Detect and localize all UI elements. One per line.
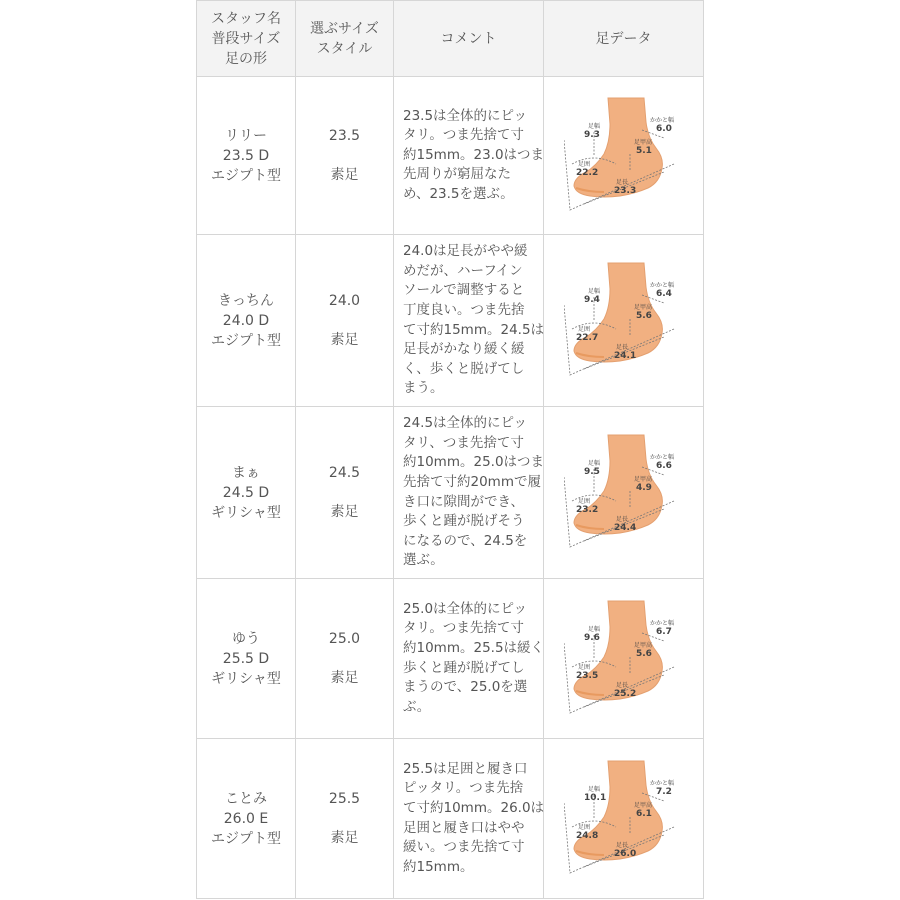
staff-cell bbox=[197, 235, 296, 407]
comment-line: 25.5は足囲と履き口 bbox=[403, 760, 528, 777]
chosen-size: 25.5 bbox=[328, 791, 361, 807]
comment-line: 約10mm。25.0はつま bbox=[403, 454, 545, 471]
foot-width-value: 9.3 bbox=[583, 129, 600, 140]
foot-diagram bbox=[564, 595, 684, 723]
staff-line: 24.0 D bbox=[222, 312, 270, 329]
style-label: 素足 bbox=[330, 332, 359, 348]
staff-line: エジプト型 bbox=[211, 332, 281, 349]
foot-data-cell bbox=[544, 77, 704, 235]
chosen-size: 25.0 bbox=[328, 631, 361, 647]
foot-instep-value: 5.6 bbox=[635, 648, 652, 659]
foot-label: 足長 bbox=[615, 178, 628, 186]
size-cell bbox=[296, 739, 394, 899]
comment-line: 選ぶ。 bbox=[403, 552, 444, 569]
style-label: 素足 bbox=[330, 167, 359, 183]
table-row bbox=[197, 407, 704, 579]
comment-line: になるので、24.5を bbox=[403, 532, 528, 549]
foot-data-cell bbox=[544, 235, 704, 407]
staff-line: まぁ bbox=[232, 464, 260, 481]
spacer bbox=[296, 146, 393, 165]
staff-line: 23.5 D bbox=[222, 147, 270, 164]
foot-label: 足甲高 bbox=[633, 641, 652, 649]
foot-heel-value: 6.0 bbox=[655, 123, 672, 134]
foot-label: 足甲高 bbox=[633, 138, 652, 146]
foot-girth-value: 23.2 bbox=[575, 504, 598, 515]
foot-label: かかと幅 bbox=[649, 619, 674, 627]
foot-diagram bbox=[564, 755, 684, 883]
comment-line: 緩い。つま先捨て寸 bbox=[403, 839, 525, 856]
foot-length-value: 25.2 bbox=[613, 688, 636, 699]
foot-data-cell bbox=[544, 407, 704, 579]
foot-instep-value: 5.6 bbox=[635, 310, 652, 321]
header-line: 足データ bbox=[595, 30, 652, 47]
comment-line: まう。 bbox=[403, 380, 444, 397]
chosen-size: 24.5 bbox=[328, 465, 361, 481]
foot-instep-value: 4.9 bbox=[635, 482, 652, 493]
spacer bbox=[296, 311, 393, 330]
staff-cell bbox=[197, 407, 296, 579]
staff-cell bbox=[197, 739, 296, 899]
comment-line: め、23.5を選ぶ。 bbox=[403, 185, 514, 202]
staff-cell bbox=[197, 579, 296, 739]
foot-label: かかと幅 bbox=[649, 116, 674, 124]
table-row bbox=[197, 235, 704, 407]
foot-diagram bbox=[564, 92, 684, 220]
comment-line: 約10mm。25.5は緩く bbox=[403, 639, 545, 656]
foot-heel-value: 7.2 bbox=[655, 786, 672, 797]
comment-line: めだが、ハーフイン bbox=[403, 262, 523, 279]
staff-line: ゆう bbox=[232, 630, 260, 647]
comment-line: 約15mm。 bbox=[403, 858, 474, 875]
comment-line: 足長がかなり緩く緩 bbox=[403, 341, 525, 358]
foot-instep-value: 6.1 bbox=[635, 808, 652, 819]
header-line: 足の形 bbox=[225, 50, 267, 67]
staff-line: ギリシャ型 bbox=[211, 670, 281, 687]
size-cell bbox=[296, 235, 394, 407]
comment-line: 24.0は足長がやや緩 bbox=[403, 243, 528, 260]
size-cell bbox=[296, 77, 394, 235]
foot-label: 足囲 bbox=[577, 325, 590, 333]
table-row bbox=[197, 739, 704, 899]
foot-diagram bbox=[564, 257, 684, 385]
foot-label: 足囲 bbox=[577, 663, 590, 671]
table-row bbox=[197, 579, 704, 739]
comment-line: タリ。つま先捨て寸 bbox=[403, 620, 524, 637]
chosen-size: 24.0 bbox=[328, 293, 361, 309]
staff-line: エジプト型 bbox=[211, 167, 281, 184]
foot-label: 足長 bbox=[615, 343, 628, 351]
comment-cell bbox=[394, 235, 544, 407]
comment-line: タリ、つま先捨て寸 bbox=[403, 434, 524, 451]
staff-line: ギリシャ型 bbox=[211, 504, 281, 521]
size-cell bbox=[296, 407, 394, 579]
comment-line: 23.5は全体的にピッ bbox=[403, 107, 528, 124]
comment-line: く、歩くと脱げてし bbox=[403, 360, 525, 377]
comment-line: 約15mm。23.0はつま bbox=[403, 146, 545, 163]
foot-label: 足甲高 bbox=[633, 475, 652, 483]
comment-line: 歩くと踵が脱げてし bbox=[403, 659, 525, 676]
table-row bbox=[197, 77, 704, 235]
foot-label: 足長 bbox=[615, 515, 628, 523]
staff-line: ことみ bbox=[225, 790, 267, 807]
header-line: スタッフ名 bbox=[211, 10, 281, 27]
foot-label: 足囲 bbox=[577, 497, 590, 505]
foot-label: かかと幅 bbox=[649, 779, 674, 787]
comment-line: 丁度良い。つま先捨 bbox=[403, 301, 525, 318]
foot-label: 足幅 bbox=[587, 287, 600, 295]
foot-instep-value: 5.1 bbox=[635, 145, 652, 156]
foot-label: 足幅 bbox=[587, 625, 600, 633]
staff-line: 25.5 D bbox=[222, 650, 270, 667]
foot-label: 足囲 bbox=[577, 823, 590, 831]
header-line: コメント bbox=[440, 30, 497, 47]
comment-line: 足囲と履き口はやや bbox=[403, 819, 525, 836]
foot-label: 足長 bbox=[615, 681, 628, 689]
foot-label: 足囲 bbox=[577, 160, 590, 168]
comment-line: まうので、25.0を選 bbox=[403, 679, 528, 696]
comment-line: 先捨て寸約20mmで履 bbox=[403, 473, 541, 490]
header-line: 選ぶサイズ bbox=[310, 20, 379, 37]
foot-label: 足甲高 bbox=[633, 801, 652, 809]
comment-line: 歩くと踵が脱げそう bbox=[403, 513, 525, 530]
foot-heel-value: 6.4 bbox=[655, 288, 672, 299]
spacer bbox=[296, 649, 393, 668]
comment-line: き口に隙間ができ、 bbox=[403, 493, 524, 510]
staff-line: エジプト型 bbox=[211, 830, 281, 847]
foot-length-value: 26.0 bbox=[613, 848, 636, 859]
foot-label: 足幅 bbox=[587, 122, 600, 130]
comment-line: 先周りが窮屈なた bbox=[403, 166, 511, 183]
comment-line: ソールで調整すると bbox=[403, 282, 525, 299]
foot-diagram bbox=[564, 429, 684, 557]
comment-line: ピッタリ。つま先捨 bbox=[403, 780, 524, 797]
foot-length-value: 24.4 bbox=[613, 522, 636, 533]
comment-cell bbox=[394, 579, 544, 739]
comment-line: て寸約15mm。24.5は bbox=[403, 321, 545, 338]
foot-width-value: 10.1 bbox=[583, 792, 606, 803]
comment-cell bbox=[394, 739, 544, 899]
comment-line: て寸約10mm。26.0は bbox=[403, 799, 545, 816]
foot-width-value: 9.4 bbox=[583, 294, 600, 305]
staff-cell bbox=[197, 77, 296, 235]
comment-line: タリ。つま先捨て寸 bbox=[403, 127, 524, 144]
foot-length-value: 24.1 bbox=[613, 350, 636, 361]
comment-cell bbox=[394, 407, 544, 579]
foot-width-value: 9.6 bbox=[583, 632, 600, 643]
foot-girth-value: 23.5 bbox=[575, 670, 598, 681]
foot-data-cell bbox=[544, 739, 704, 899]
foot-label: 足幅 bbox=[587, 785, 600, 793]
header-comment bbox=[394, 1, 544, 77]
size-comparison-table bbox=[196, 0, 704, 899]
foot-label: 足幅 bbox=[587, 459, 600, 467]
foot-label: 足長 bbox=[615, 841, 628, 849]
foot-heel-value: 6.6 bbox=[655, 460, 672, 471]
header-size bbox=[296, 1, 394, 77]
foot-girth-value: 22.2 bbox=[575, 167, 598, 178]
style-label: 素足 bbox=[330, 504, 359, 520]
comment-line: 24.5は全体的にピッ bbox=[403, 415, 528, 432]
size-cell bbox=[296, 579, 394, 739]
foot-girth-value: 24.8 bbox=[575, 830, 598, 841]
foot-label: かかと幅 bbox=[649, 453, 674, 461]
staff-line: きっちん bbox=[218, 292, 274, 309]
style-label: 素足 bbox=[330, 830, 359, 846]
foot-width-value: 9.5 bbox=[583, 466, 600, 477]
staff-line: 26.0 E bbox=[223, 810, 269, 827]
style-label: 素足 bbox=[330, 670, 359, 686]
table-header-row bbox=[197, 1, 704, 77]
comment-cell bbox=[394, 77, 544, 235]
header-line: 普段サイズ bbox=[211, 30, 281, 47]
spacer bbox=[296, 483, 393, 502]
header-foot-data bbox=[544, 1, 704, 77]
comment-line: ぶ。 bbox=[403, 698, 431, 715]
foot-heel-value: 6.7 bbox=[655, 626, 672, 637]
staff-line: 24.5 D bbox=[222, 484, 270, 501]
staff-line: リリー bbox=[225, 127, 267, 144]
foot-data-cell bbox=[544, 579, 704, 739]
header-staff bbox=[197, 1, 296, 77]
spacer bbox=[296, 809, 393, 828]
foot-girth-value: 22.7 bbox=[575, 332, 598, 343]
header-line: スタイル bbox=[316, 40, 373, 57]
foot-label: 足甲高 bbox=[633, 303, 652, 311]
foot-length-value: 23.3 bbox=[613, 185, 636, 196]
comment-line: 25.0は全体的にピッ bbox=[403, 600, 528, 617]
foot-label: かかと幅 bbox=[649, 281, 674, 289]
chosen-size: 23.5 bbox=[328, 128, 361, 144]
